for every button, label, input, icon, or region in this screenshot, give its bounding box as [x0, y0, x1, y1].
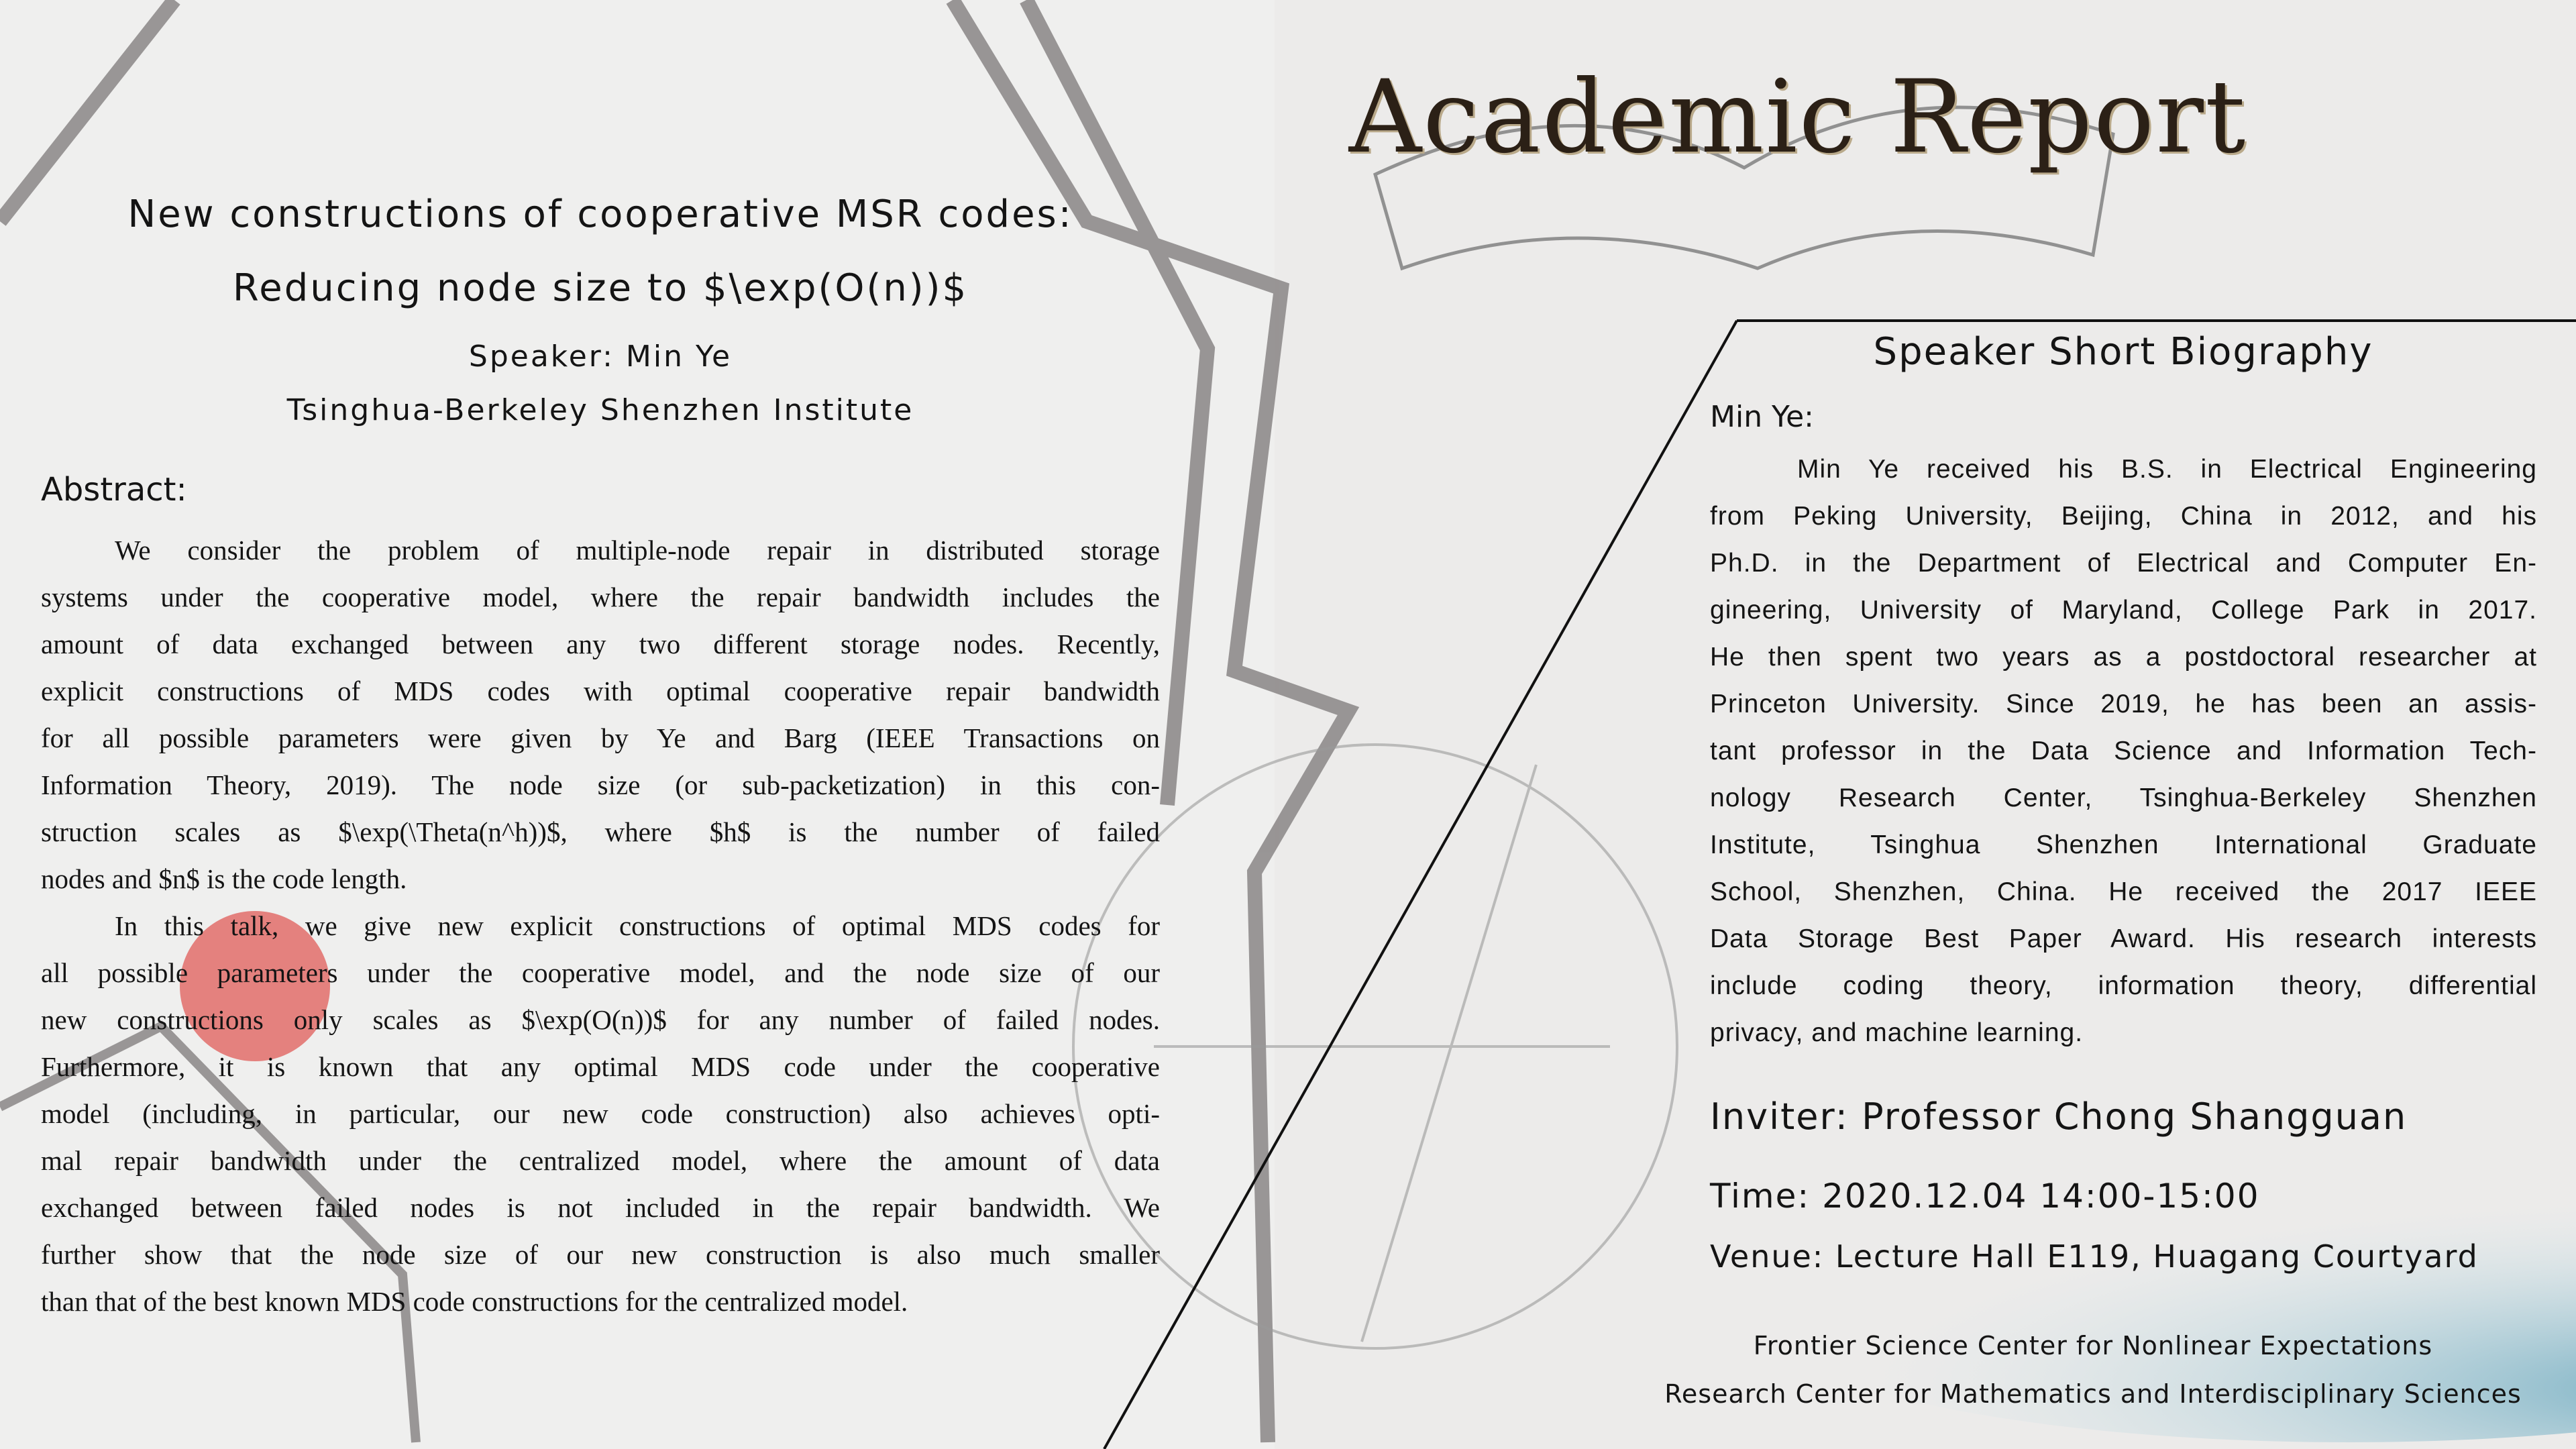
text-line: further show that the node size of our new construction is also much smaller [41, 1239, 1160, 1270]
text-line: for all possible parameters were given by Ye and Barg (IEEE Transactions on [41, 722, 1160, 753]
text-line: exchanged between failed nodes is not included in the repair bandwidth. We [41, 1192, 1160, 1223]
text-line: School, Shenzhen, China. He received the 2017 IEEE [1710, 877, 2537, 906]
footer-line2: Research Center for Mathematics and Interdisciplinary Sciences [1664, 1379, 2522, 1409]
text-line: model (including, in particular, our new code construction) also achieves opti- [41, 1098, 1160, 1129]
text-line: mal repair bandwidth under the centralized model, where the amount of data [41, 1145, 1160, 1176]
text-line: gineering, University of Maryland, College Park in 2017. [1710, 596, 2537, 625]
text-line: Min Ye received his B.S. in Electrical Engineering [1797, 455, 2537, 484]
footer-line1: Frontier Science Center for Nonlinear Expectations [1753, 1331, 2433, 1360]
text-line: amount of data exchanged between any two different storage nodes. Recently, [41, 629, 1160, 659]
text-line: We consider the problem of multiple-node repair in distributed storage [115, 535, 1160, 566]
text-line: Institute, Tsinghua Shenzhen International Graduate [1710, 830, 2537, 859]
institute-label: Tsinghua-Berkeley Shenzhen Institute [286, 393, 914, 427]
talk-title-line2: Reducing node size to $\exp(O(n))$ [232, 266, 969, 310]
abstract-body [41, 527, 1160, 1325]
main-title: Academic Report [1348, 59, 2247, 176]
text-line: nodes and $n$ is the code length. [41, 863, 407, 894]
bio-body [1710, 446, 2537, 1057]
text-line: privacy, and machine learning. [1710, 1018, 2084, 1047]
text-line: struction scales as $\exp(\Theta(n^h))$, where $h$ is the number of failed [41, 816, 1160, 847]
text-line: all possible parameters under the cooperative model, and the node size of our [41, 957, 1160, 988]
speaker-label: Speaker: Min Ye [468, 339, 733, 374]
text-line: He then spent two years as a postdoctoral researcher at [1710, 643, 2537, 672]
text-line: Princeton University. Since 2019, he has been an assis- [1710, 690, 2537, 718]
inviter-info: Inviter: Professor Chong Shangguan [1710, 1095, 2408, 1138]
text-line: than that of the best known MDS code constructions for the centralized model. [41, 1286, 908, 1317]
text-line: Furthermore, it is known that any optimal MDS code under the cooperative [41, 1051, 1160, 1082]
bio-name: Min Ye: [1710, 400, 1814, 434]
text-line: systems under the cooperative model, where the repair bandwidth includes the [41, 582, 1160, 612]
text-line: explicit constructions of MDS codes with optimal cooperative repair bandwidth [41, 676, 1160, 706]
text-line: Ph.D. in the Department of Electrical and Computer En- [1710, 549, 2537, 578]
abstract-heading: Abstract: [41, 471, 187, 508]
talk-title-line1: New constructions of cooperative MSR codes: [127, 193, 1073, 236]
text-line: from Peking University, Beijing, China in 2012, and his [1710, 502, 2537, 531]
venue-info: Venue: Lecture Hall E119, Huagang Courtyard [1710, 1238, 2479, 1275]
text-line: Data Storage Best Paper Award. His research interests [1710, 924, 2537, 953]
bio-heading: Speaker Short Biography [1873, 330, 2373, 374]
time-info: Time: 2020.12.04 14:00-15:00 [1710, 1177, 2260, 1216]
text-line: new constructions only scales as $\exp(O(n))$ for any number of failed nodes. [41, 1004, 1160, 1035]
text-line: include coding theory, information theory, differential [1710, 971, 2537, 1000]
text-line: nology Research Center, Tsinghua-Berkeley Shenzhen [1710, 784, 2537, 812]
text-line: Information Theory, 2019). The node size (or sub-packetization) in this con- [41, 769, 1160, 800]
text-line: tant professor in the Data Science and Information Tech- [1710, 737, 2537, 765]
text-line: In this talk, we give new explicit constructions of optimal MDS codes for [115, 910, 1160, 941]
